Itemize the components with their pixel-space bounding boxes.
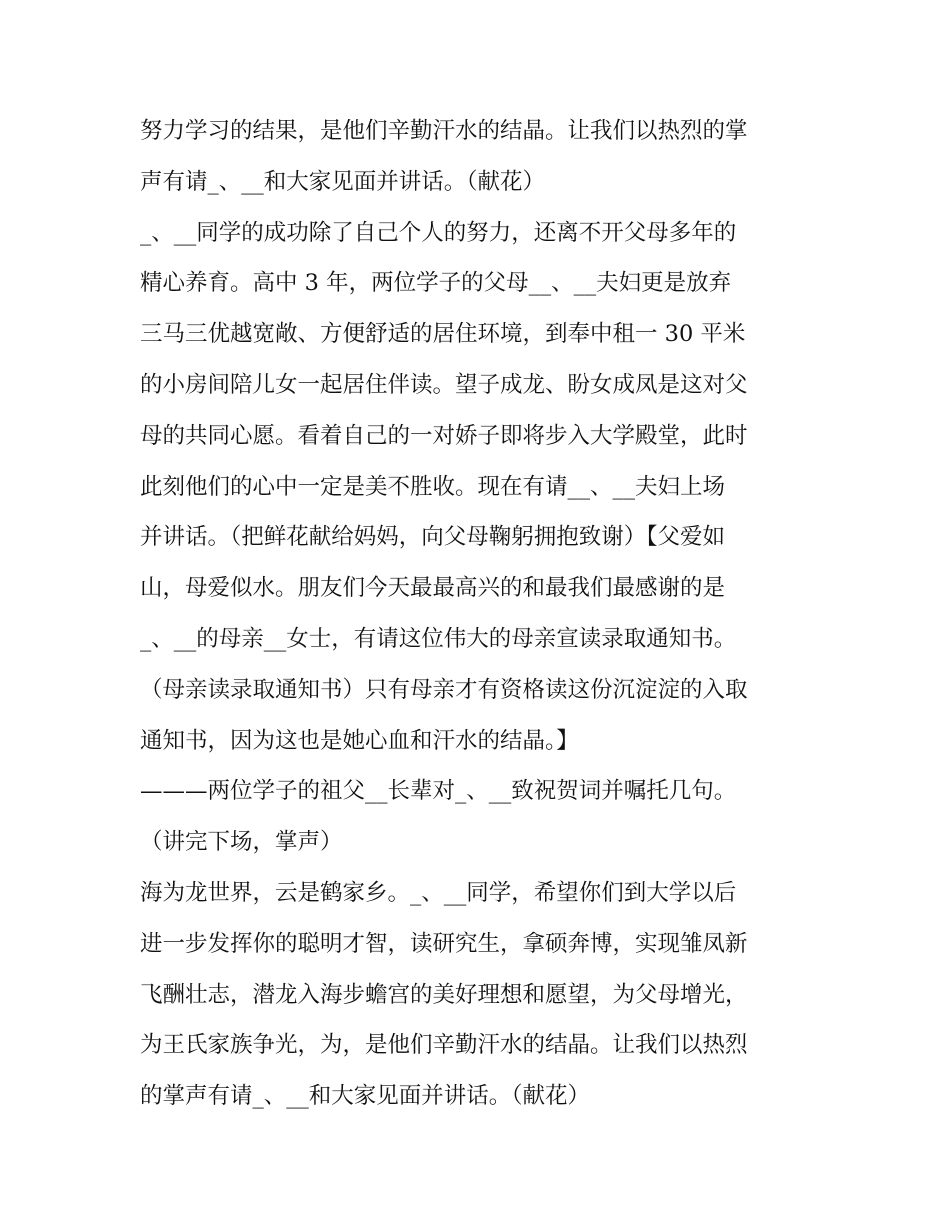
text-line: _、__的母亲__女士，有请这位伟大的母亲宣读录取通知书。 bbox=[140, 625, 737, 652]
text-line: 三马三优越宽敞、方便舒适的居住环境，到奉中租一 30 平米 bbox=[140, 321, 746, 348]
text-line: 此刻他们的心中一定是美不胜收。现在有请__、__夫妇上场 bbox=[140, 473, 726, 500]
text-line: 母的共同心愿。看着自己的一对娇子即将步入大学殿堂，此时 bbox=[140, 422, 748, 449]
text-line: 为王氏家族争光，为，是他们辛勤汗水的结晶。让我们以热烈 bbox=[140, 1032, 748, 1059]
text-line: 精心养育。高中 3 年，两位学子的父母__、__夫妇更是放弃 bbox=[140, 270, 732, 297]
text-line: _、__同学的成功除了自己个人的努力，还离不开父母多年的 bbox=[140, 219, 737, 246]
text-line: 并讲话。（把鲜花献给妈妈，向父母鞠躬拥抱致谢）【父爱如 bbox=[140, 524, 726, 551]
body-text bbox=[140, 106, 820, 1122]
text-line: 通知书，因为这也是她心血和汗水的结晶。】 bbox=[140, 727, 579, 754]
text-line: 努力学习的结果，是他们辛勤汗水的结晶。让我们以热烈的掌 bbox=[140, 118, 748, 144]
text-line: 进一步发挥你的聪明才智，读研究生，拿硕奔博，实现雏凤新 bbox=[140, 930, 748, 957]
text-line: 声有请_、__和大家见面并讲话。（献花） bbox=[140, 168, 546, 195]
text-line: （母亲读录取通知书）只有母亲才有资格读这份沉淀淀的入取 bbox=[140, 676, 748, 703]
text-line: 的掌声有请_、__和大家见面并讲话。（献花） bbox=[140, 1083, 591, 1110]
text-line: 飞酬壮志，潜龙入海步蟾宫的美好理想和愿望，为父母增光， bbox=[140, 981, 748, 1008]
text-line: （讲完下场，掌声） bbox=[140, 829, 343, 856]
text-line: 的小房间陪儿女一起居住伴读。望子成龙、盼女成凤是这对父 bbox=[140, 371, 748, 398]
text-line: ———两位学子的祖父__长辈对_、__致祝贺词并嘱托几句。 bbox=[140, 778, 737, 805]
text-line: 海为龙世界，云是鹤家乡。_、__同学，希望你们到大学以后 bbox=[140, 879, 737, 906]
text-line: 山，母爱似水。朋友们今天最最高兴的和最我们最感谢的是 bbox=[140, 575, 726, 602]
